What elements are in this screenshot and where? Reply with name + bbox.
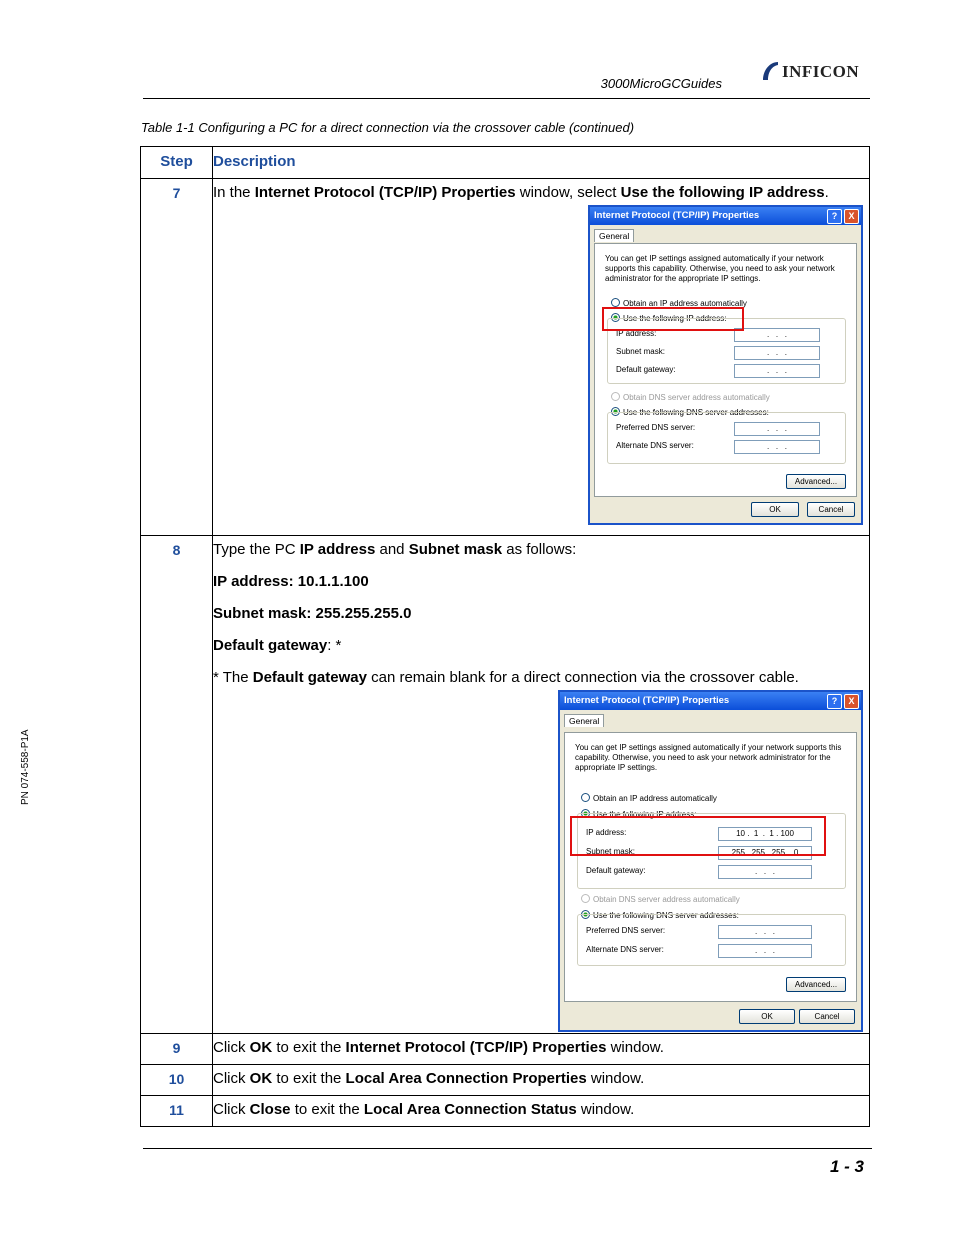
radio-use-following-dns[interactable]: Use the following DNS server addresses: — [581, 910, 739, 920]
radio-use-following-ip[interactable]: Use the following IP address: — [581, 809, 696, 819]
tab-general[interactable]: General — [564, 714, 604, 727]
text-run: window, select — [515, 184, 621, 201]
text-run: as follows: — [502, 541, 577, 558]
header-rule — [143, 98, 870, 99]
alternate-dns-field[interactable]: . . . — [734, 440, 820, 454]
general-panel — [594, 243, 857, 497]
tcpip-dialog — [588, 205, 863, 525]
steps-table — [140, 146, 870, 1127]
radio-use-following-ip[interactable]: Use the following IP address: — [611, 313, 726, 323]
default-gateway-field[interactable]: . . . — [718, 865, 812, 879]
subnet-mask-label: Subnet mask: — [586, 847, 635, 856]
step-description — [213, 179, 869, 203]
alternate-dns-field[interactable]: . . . — [718, 944, 812, 958]
bold-term: IP address — [299, 541, 376, 558]
general-panel — [564, 732, 857, 1002]
text-run: to exit the — [272, 1070, 346, 1087]
bold-term: OK — [249, 1070, 273, 1087]
dns-settings-group — [607, 412, 846, 464]
radio-obtain-ip-auto[interactable]: Obtain an IP address automatically — [611, 298, 747, 308]
dialog-title-bar — [590, 207, 861, 225]
step-number: 11 — [169, 1102, 184, 1118]
gateway-note — [213, 664, 869, 688]
guide-title: 3000MicroGCGuides — [600, 76, 722, 91]
preferred-dns-field[interactable]: . . . — [734, 422, 820, 436]
highlight-box — [602, 307, 744, 331]
bold-term: Close — [249, 1101, 291, 1118]
tcpip-dialog-filled — [558, 690, 863, 1032]
bold-term: Internet Protocol (TCP/IP) Properties — [345, 1039, 607, 1056]
text-run: Click — [213, 1101, 250, 1118]
dialog-title-bar — [560, 692, 861, 710]
radio-obtain-ip-auto[interactable]: Obtain an IP address automatically — [581, 793, 717, 803]
gateway-line: Default gateway: * — [213, 637, 342, 654]
radio-obtain-dns-auto[interactable]: Obtain DNS server address automatically — [581, 894, 740, 904]
part-number: PN 074-558-P1A — [20, 729, 31, 805]
logo-text: INFICON — [782, 62, 860, 81]
text-run: Type the PC — [213, 541, 300, 558]
tab-general[interactable]: General — [594, 229, 634, 242]
radio-obtain-dns-auto[interactable]: Obtain DNS server address automatically — [611, 392, 770, 402]
ok-button[interactable]: OK — [739, 1009, 795, 1024]
ok-button[interactable]: OK — [751, 502, 799, 517]
step-number: 8 — [172, 542, 181, 558]
ip-address-field[interactable]: . . . — [734, 328, 820, 342]
subnet-mask-label: Subnet mask: — [616, 347, 665, 356]
ip-address-label: IP address: — [586, 828, 627, 837]
alternate-dns-label: Alternate DNS server: — [586, 945, 664, 954]
text-run: to exit the — [290, 1101, 364, 1118]
default-gateway-label: Default gateway: — [616, 365, 676, 374]
cancel-button[interactable]: Cancel — [799, 1009, 855, 1024]
default-gateway-label: Default gateway: — [586, 866, 646, 875]
bold-term: Local Area Connection Properties — [345, 1070, 587, 1087]
table-header-row — [141, 147, 870, 179]
alternate-dns-label: Alternate DNS server: — [616, 441, 694, 450]
text-run: . — [824, 184, 829, 201]
bold-term: Local Area Connection Status — [363, 1101, 577, 1118]
table-row — [141, 1096, 870, 1127]
text-run: * The — [213, 669, 253, 686]
radio-use-following-dns[interactable]: Use the following DNS server addresses: — [611, 407, 769, 417]
header-description: Description — [213, 147, 870, 179]
text-run: window. — [586, 1070, 645, 1087]
subnet-mask-field[interactable]: . . . — [734, 346, 820, 360]
dialog-intro-text: You can get IP settings assigned automatically if your network supports this capability. Otherwise, you need to ask your network administrator for the appropriate IP settings. — [605, 254, 835, 283]
footer-rule — [143, 1148, 872, 1149]
subnet-mask-field[interactable]: 255 . 255 . 255 . 0 — [718, 846, 812, 860]
close-icon[interactable]: X — [844, 694, 859, 709]
page-number: 1 - 3 — [829, 1157, 864, 1176]
bold-term: OK — [249, 1039, 273, 1056]
bold-term: Internet Protocol (TCP/IP) Properties — [254, 184, 516, 201]
ip-address-value: IP address: 10.1.1.100 — [213, 573, 369, 590]
logo-mark-icon — [760, 60, 780, 82]
close-icon[interactable]: X — [844, 209, 859, 224]
text-run: Click — [213, 1070, 250, 1087]
table-row — [141, 536, 870, 1034]
text-run: can remain blank for a direct connection via the crossover cable. — [366, 669, 799, 686]
text-run: In the — [213, 184, 255, 201]
dialog-title: Internet Protocol (TCP/IP) Properties — [564, 695, 730, 706]
subnet-mask-value: Subnet mask: 255.255.255.0 — [213, 605, 412, 622]
text-run: window. — [576, 1101, 635, 1118]
step-description — [213, 1065, 869, 1089]
bold-term: Use the following IP address — [620, 184, 825, 201]
highlight-box — [570, 816, 826, 856]
bold-term: Default gateway — [252, 669, 367, 686]
dns-settings-group — [577, 914, 846, 966]
text-run: and — [375, 541, 409, 558]
preferred-dns-field[interactable]: . . . — [718, 925, 812, 939]
bold-term: Subnet mask — [408, 541, 503, 558]
table-caption: Table 1-1 Configuring a PC for a direct connection via the crossover cable (continued) — [141, 120, 635, 135]
advanced-button[interactable]: Advanced... — [786, 474, 846, 489]
cancel-button[interactable]: Cancel — [807, 502, 855, 517]
ip-address-label: IP address: — [616, 329, 657, 338]
dialog-intro-text: You can get IP settings assigned automatically if your network supports this capability. Otherwise, you need to ask your network administrator for the appropriate IP settings. — [575, 743, 842, 772]
help-icon[interactable]: ? — [827, 694, 842, 709]
header-step: Step — [141, 147, 213, 179]
step-description — [213, 1034, 869, 1058]
step-number: 10 — [168, 1071, 185, 1087]
text-run: to exit the — [272, 1039, 346, 1056]
inficon-logo — [760, 60, 872, 84]
step-description — [213, 1096, 869, 1120]
default-gateway-field[interactable]: . . . — [734, 364, 820, 378]
text-run: Click — [213, 1039, 250, 1056]
step-description — [213, 536, 869, 560]
preferred-dns-label: Preferred DNS server: — [586, 926, 666, 935]
table-row — [141, 1065, 870, 1096]
step-number: 7 — [172, 185, 181, 201]
help-icon[interactable]: ? — [827, 209, 842, 224]
step-number: 9 — [172, 1040, 181, 1056]
advanced-button[interactable]: Advanced... — [786, 977, 846, 992]
ip-address-field[interactable]: 10 . 1 . 1 . 100 — [718, 827, 812, 841]
preferred-dns-label: Preferred DNS server: — [616, 423, 696, 432]
table-row — [141, 179, 870, 536]
table-row — [141, 1034, 870, 1065]
dialog-title: Internet Protocol (TCP/IP) Properties — [594, 210, 760, 221]
text-run: window. — [606, 1039, 664, 1056]
